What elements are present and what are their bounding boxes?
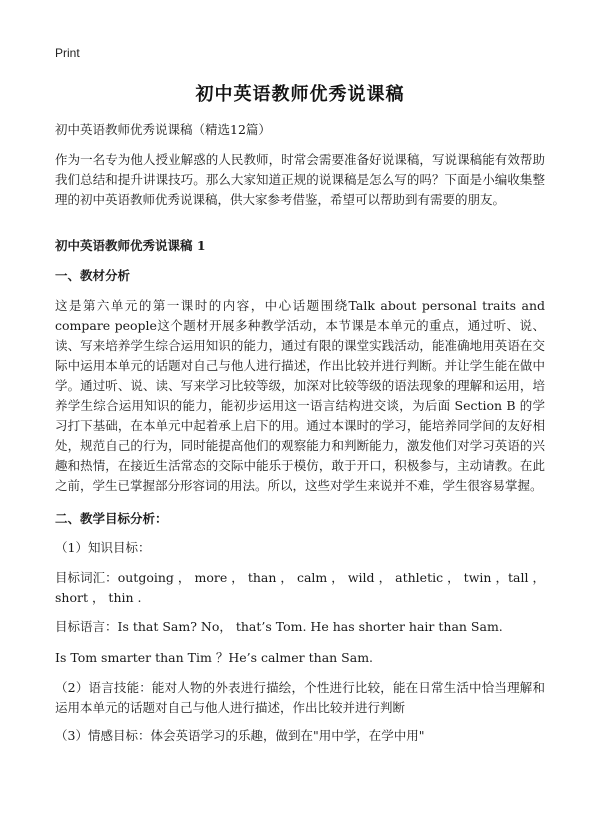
intro-paragraph: 作为一名专为他人授业解惑的人民教师，时常会需要准备好说课稿，写说课稿能有效帮助我们总结和提升讲课技巧。那么大家知道正规的说课稿是怎么写的吗？下面是小编收集整理的初中英语教师优秀说课稿，供大家参考借鉴，希望可以帮助到有需要的朋友。 — [55, 152, 545, 207]
knowledge-goals-heading: （1）知识目标： — [55, 540, 151, 555]
article-heading: 初中英语教师优秀说课稿 1 — [55, 238, 206, 253]
language-skills-paragraph: （2）语言技能：能对人物的外表进行描绘，个性进行比较，能在日常生活中恰当理解和运用本单元的话题对自己与他人进行描述，作出比较并进行判断 — [55, 680, 545, 715]
target-vocabulary-line: 目标词汇：outgoing ， more ， than ， calm ， wild ， athletic ， twin ，tall ， short ， thin . — [55, 570, 545, 605]
section-heading-material-analysis: 一、教材分析 — [55, 268, 131, 283]
document-subtitle: 初中英语教师优秀说课稿（精选12篇） — [55, 122, 271, 137]
material-analysis-paragraph: 这是第六单元的第一课时的内容，中心话题围绕Talk about personal traits and compare people这个题材开展多种教学活动，本节课是本单元的重点，通过听、说、读、写来培养学生综合运用知识的能力，通过有限的课堂实践活动，能准确地用英语在交际中运用本单元的话题对自己与他人进行描述，作出比较并进行判断。并让学生能在做中学。通过听、说、读、写来学习比较等级，加深对比较等级的语法现象的理解和运用，培养学生综合运用知识的能力，能初步运用这一语言结构进交谈，为后面 Section B 的学习打下基础，在本单元中起着承上启下的用。通过本课时的学习，能培养同学间的友好相处，规范自己的行为，同时能提高他们的观察能力和判断能力，激发他们对学习英语的兴趣和热情，在接近生活常态的交际中能乐于模仿，敢于开口，积极参与，主动请教。在此之前，学生已掌握部分形容词的用法。所以，这些对学生来说并不难，学生很容易掌握。 — [55, 298, 545, 493]
target-language-line-1: 目标语言：Is that Sam? No， that’s Tom. He has shorter hair than Sam. — [55, 619, 503, 634]
emotional-goals-line: （3）情感目标：体会英语学习的乐趣，做到在"用中学，在学中用" — [55, 728, 425, 743]
section-heading-teaching-goals: 二、教学目标分析： — [55, 511, 168, 526]
page-title: 初中英语教师优秀说课稿 — [195, 84, 405, 105]
print-link[interactable]: Print — [55, 46, 80, 60]
target-language-line-2: Is Tom smarter than Tim ？He’s calmer than Sam. — [55, 650, 374, 665]
